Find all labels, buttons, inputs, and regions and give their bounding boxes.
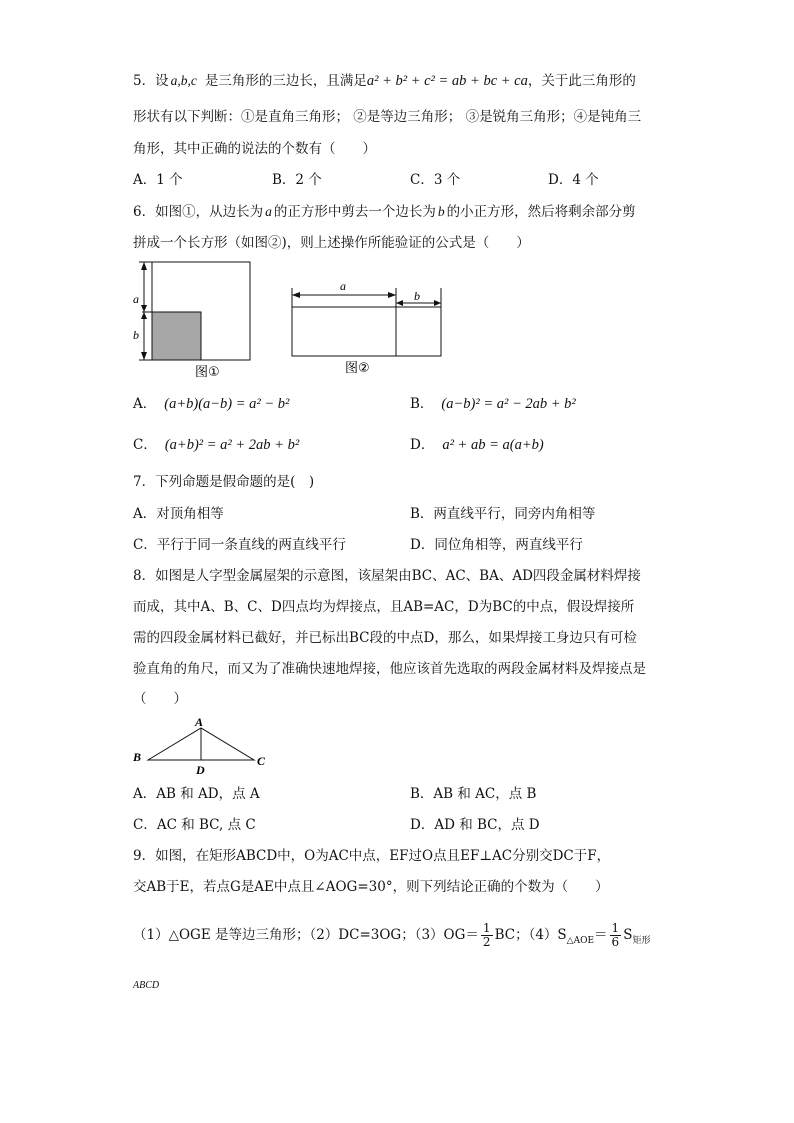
q6-option-c: C． (a+b)² = a² + 2ab + b²: [133, 437, 300, 453]
fig1-label-b: b: [133, 328, 139, 342]
q5-line1: [133, 72, 636, 90]
q8-line1: 8．如图是人字型金属屋架的示意图，该屋架由BC、AC、BA、AD四段金属材料焊接: [133, 568, 641, 584]
q5-vars: a,b,c: [170, 73, 197, 88]
q5-text-c: ，关于此三角形的: [527, 73, 636, 89]
q5-option-b: B．2 个: [272, 172, 322, 188]
q9-line2: 交AB于E，若点G是AE中点且∠AOG=30°，则下列结论正确的个数为（ ）: [133, 879, 609, 895]
q7-option-a: A．对顶角相等: [133, 506, 224, 522]
q6-option-d: D． a² + ab = a(a+b): [410, 437, 544, 453]
q6-formula-b: (a−b)² = a² − 2ab + b²: [441, 396, 576, 412]
q7-option-d: D．同位角相等，两直线平行: [410, 537, 583, 553]
q7-stem: 7．下列命题是假命题的是( ): [133, 474, 315, 490]
small-square: [152, 312, 201, 360]
point-b-label: B: [133, 750, 142, 764]
q5-text-a: 设: [155, 73, 169, 89]
fraction-one-sixth: $\frac{1}{6}$: [611, 921, 620, 949]
q8-roof-truss-figure: [128, 713, 273, 781]
q5-number: 5．: [133, 73, 156, 89]
q7-option-c: C．平行于同一条直线的两直线平行: [133, 537, 346, 553]
q6-text-c: 的小正方形，然后将剩余部分剪: [446, 204, 636, 220]
q6-line2: 拼成一个长方形（如图②)，则上述操作所能验证的公式是（ ）: [133, 235, 530, 251]
point-c-label: C: [257, 754, 266, 768]
long-rectangle: [292, 307, 441, 356]
q6-figure-2: [285, 278, 450, 378]
q6-option-a: A． (a+b)(a−b) = a² − b²: [133, 396, 290, 412]
q6-option-b: B． (a−b)² = a² − 2ab + b²: [410, 396, 576, 412]
q6-line1: [133, 203, 636, 221]
q9-conclusions: [133, 918, 650, 958]
q6-formula-c: (a+b)² = a² + 2ab + b²: [164, 437, 300, 453]
fig2-label-a: a: [340, 279, 346, 293]
q8-line5: （ ）: [133, 691, 187, 707]
q6-formula-a: (a+b)(a−b) = a² − b²: [164, 396, 290, 412]
q6-text-a: 6．如图①，从边长为: [133, 204, 264, 220]
q8-option-b: B．AB 和 AC，点 B: [410, 786, 537, 802]
q5-equation: a² + b² + c² = ab + bc + ca: [366, 73, 528, 89]
q7-option-b: B．两直线平行，同旁内角相等: [410, 506, 596, 522]
q8-line3: 需的四段金属材料已截好，并已标出BC段的中点D，那么，如果焊接工身边只有可检: [133, 630, 637, 646]
q6-text-b: 的正方形中剪去一个边长为: [273, 204, 436, 220]
q9-conclusion-2: （2）DC=3OG；: [309, 927, 415, 943]
q8-line2: 而成，其中A、B、C、D四点均为焊接点，且AB=AC，D为BC的中点，假设焊接所: [133, 599, 635, 615]
fig1-caption: 图①: [195, 365, 220, 380]
q9-tail: ABCD: [133, 980, 160, 991]
q6-figure-1: [125, 255, 260, 380]
fig2-label-b: b: [414, 289, 420, 303]
q8-option-d: D．AD 和 BC，点 D: [410, 817, 540, 833]
q9-conclusion-1: （1）△OGE 是等边三角形；: [133, 927, 310, 943]
q5-option-c: C．3 个: [410, 172, 461, 188]
q9-conclusion-4: $(4)S_{\triangle AOE}=$ $\frac{1}{6}$ $S_{矩形}$: [528, 921, 651, 949]
q6-var-a: a: [265, 204, 272, 219]
point-d-label: D: [196, 763, 205, 777]
q5-line2: 形状有以下判断：①是直角三角形； ②是等边三角形； ③是锐角三角形；④是钝角三: [133, 109, 642, 125]
q5-option-a: A．1 个: [133, 172, 183, 188]
q5-line3: 角形，其中正确的说法的个数有（ ）: [133, 141, 376, 157]
fraction-one-half: $\frac{1}{2}$: [482, 921, 491, 949]
fig2-caption: 图②: [345, 361, 370, 376]
fig1-label-a: a: [133, 292, 139, 306]
q9-conclusion-3: （3）OG＝ $\frac{1}{2}$ BC；: [414, 921, 529, 949]
point-a-label: A: [195, 715, 204, 729]
q8-line4: 验直角的角尺，而又为了准确快速地焊接，他应该首先选取的两段金属材料及焊接点是: [133, 661, 646, 677]
q9-line1: 9．如图，在矩形ABCD中，O为AC中点，EF过O点且EF⊥AC分别交DC于F，: [133, 848, 611, 864]
q6-var-b: b: [437, 204, 445, 219]
q5-text-b: 是三角形的三边长，且满足: [204, 73, 367, 89]
q6-formula-d: a² + ab = a(a+b): [442, 437, 544, 453]
q5-option-d: D．4 个: [548, 172, 599, 188]
q8-option-a: A．AB 和 AD，点 A: [133, 786, 260, 802]
q8-option-c: C．AC 和 BC, 点 C: [133, 817, 256, 833]
